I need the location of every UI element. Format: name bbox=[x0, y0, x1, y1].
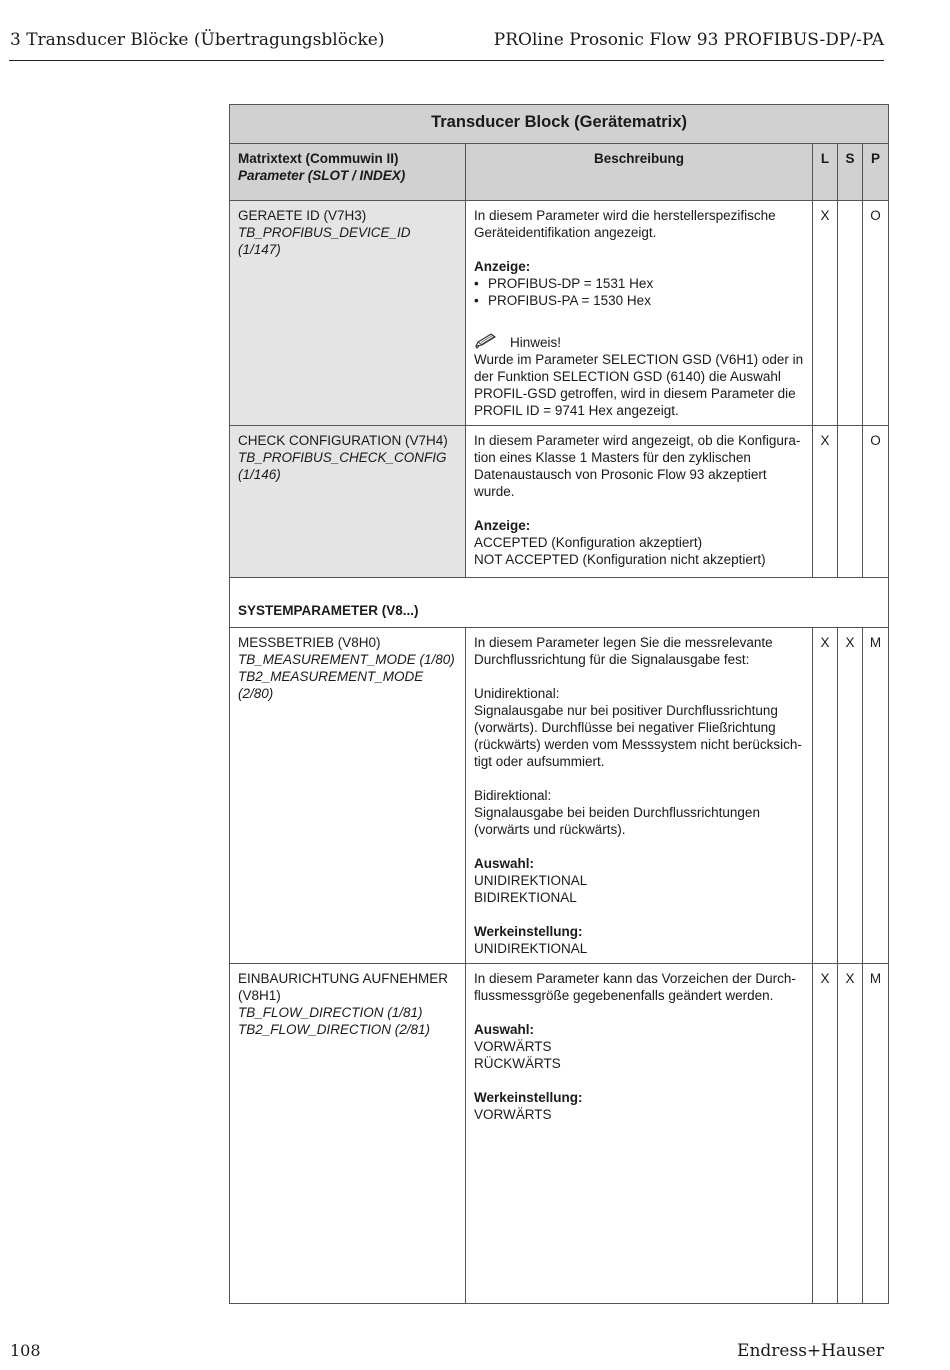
description-text: In diesem Parameter legen Sie die messrelevante Durchflussrichtung für die Signalausgabe fest: bbox=[474, 635, 773, 667]
parameter-cell bbox=[230, 201, 466, 426]
flag-l: X bbox=[813, 964, 838, 1304]
description-text: In diesem Parameter wird angezeigt, ob die Konfigura-tion eines Klasse 1 Masters für den zyklischen Datenaustausch von Prosonic Flow 93 akzeptiert wurde. bbox=[474, 433, 801, 499]
running-header-product: PROline Prosonic Flow 93 PROFIBUS-DP/-PA bbox=[493, 30, 884, 50]
option-value: UNIDIREKTIONAL bbox=[474, 873, 588, 888]
flag-s: X bbox=[838, 964, 863, 1304]
flag-s bbox=[838, 426, 863, 578]
note-text: Wurde im Parameter SELECTION GSD (V6H1) oder in der Funktion SELECTION GSD (6140) die Auswahl PROFIL-GSD getroffen, wird in diesem Parameter die PROFIL ID = 9741 Hex angezeigt. bbox=[474, 352, 804, 418]
flag-p: M bbox=[863, 628, 889, 964]
display-value: ACCEPTED (Konfiguration akzeptiert) bbox=[474, 535, 703, 550]
section-row bbox=[230, 578, 889, 628]
table-row bbox=[230, 426, 889, 578]
option-value: BIDIREKTIONAL bbox=[474, 890, 577, 905]
flag-s bbox=[838, 201, 863, 426]
parameter-slot-index: TB_FLOW_DIRECTION (1/81) bbox=[238, 1005, 423, 1020]
parameter-cell bbox=[230, 628, 466, 964]
header-matrixtext-label: Matrixtext (Commuwin II) bbox=[238, 151, 399, 166]
table-row bbox=[230, 628, 889, 964]
transducer-block-table bbox=[229, 104, 889, 1304]
option-value: RÜCKWÄRTS bbox=[474, 1056, 561, 1071]
running-header-chapter: 3 Transducer Blöcke (Übertragungsblöcke) bbox=[10, 30, 385, 50]
bidirektional-text: Signalausgabe bei beiden Durchflussrichtungen (vorwärts und rückwärts). bbox=[474, 805, 760, 837]
note-label: Hinweis! bbox=[510, 335, 562, 350]
flag-p: O bbox=[863, 201, 889, 426]
parameter-slot-index: TB2_MEASUREMENT_MODE (2/80) bbox=[238, 669, 424, 701]
flag-s: X bbox=[838, 628, 863, 964]
header-rule bbox=[9, 60, 884, 61]
parameter-slot-index: TB_MEASUREMENT_MODE (1/80) bbox=[238, 652, 455, 667]
page-number: 108 bbox=[10, 1341, 41, 1360]
display-value: NOT ACCEPTED (Konfiguration nicht akzeptiert) bbox=[474, 552, 766, 567]
parameter-name: GERAETE ID (V7H3) bbox=[238, 208, 367, 223]
parameter-name: CHECK CONFIGURATION (V7H4) bbox=[238, 433, 448, 448]
werkeinstellung-value: UNIDIREKTIONAL bbox=[474, 941, 588, 956]
header-l: L bbox=[813, 144, 838, 201]
header-p: P bbox=[863, 144, 889, 201]
flag-l: X bbox=[813, 628, 838, 964]
parameter-slot-index: TB_PROFIBUS_DEVICE_ID (1/147) bbox=[238, 225, 411, 257]
parameter-slot-index: TB_PROFIBUS_CHECK_CONFIG (1/146) bbox=[238, 450, 447, 482]
anzeige-label: Anzeige: bbox=[474, 259, 531, 274]
flag-l: X bbox=[813, 201, 838, 426]
werkeinstellung-value: VORWÄRTS bbox=[474, 1107, 552, 1122]
note-heading bbox=[474, 332, 804, 351]
header-beschreibung: Beschreibung bbox=[466, 144, 813, 201]
auswahl-label: Auswahl: bbox=[474, 1022, 535, 1037]
flag-l: X bbox=[813, 426, 838, 578]
description-text: In diesem Parameter kann das Vorzeichen der Durch-flussmessgröße gegebenenfalls geändert werden. bbox=[474, 971, 796, 1003]
description-cell bbox=[466, 426, 813, 578]
header-parameter-label: Parameter (SLOT / INDEX) bbox=[238, 168, 406, 183]
section-title: SYSTEMPARAMETER (V8...) bbox=[230, 578, 889, 628]
table-row bbox=[230, 964, 889, 1304]
unidirektional-text: Signalausgabe nur bei positiver Durchflussrichtung (vorwärts). Durchflüsse bei negativer Fließrichtung (rückwärts) werden vom Messsystem nicht berücksich-tigt oder aufsummiert. bbox=[474, 703, 802, 769]
bidirektional-label: Bidirektional: bbox=[474, 788, 552, 803]
parameter-name: MESSBETRIEB (V8H0) bbox=[238, 635, 381, 650]
bullet-item: • PROFIBUS-DP = 1531 Hex bbox=[474, 275, 804, 292]
table-header-row bbox=[230, 144, 889, 201]
parameter-cell bbox=[230, 426, 466, 578]
brand-logo-text: Endress+Hauser bbox=[737, 1341, 884, 1361]
pencil-note-icon bbox=[474, 332, 498, 349]
table-row bbox=[230, 201, 889, 426]
flag-p: O bbox=[863, 426, 889, 578]
header-matrixtext bbox=[230, 144, 466, 201]
parameter-name: EINBAURICHTUNG AUFNEHMER (V8H1) bbox=[238, 971, 449, 1003]
parameter-slot-index: TB2_FLOW_DIRECTION (2/81) bbox=[238, 1022, 431, 1037]
table-title: Transducer Block (Gerätematrix) bbox=[230, 105, 889, 144]
werkeinstellung-label: Werkeinstellung: bbox=[474, 924, 583, 939]
description-cell bbox=[466, 964, 813, 1304]
unidirektional-label: Unidirektional: bbox=[474, 686, 560, 701]
description-cell bbox=[466, 201, 813, 426]
anzeige-label: Anzeige: bbox=[474, 518, 531, 533]
werkeinstellung-label: Werkeinstellung: bbox=[474, 1090, 583, 1105]
header-s: S bbox=[838, 144, 863, 201]
flag-p: M bbox=[863, 964, 889, 1304]
description-cell bbox=[466, 628, 813, 964]
parameter-cell bbox=[230, 964, 466, 1304]
bullet-item: • PROFIBUS-PA = 1530 Hex bbox=[474, 292, 804, 309]
option-value: VORWÄRTS bbox=[474, 1039, 552, 1054]
auswahl-label: Auswahl: bbox=[474, 856, 535, 871]
description-text: In diesem Parameter wird die herstellerspezifische Geräteidentifikation angezeigt. bbox=[474, 208, 776, 240]
